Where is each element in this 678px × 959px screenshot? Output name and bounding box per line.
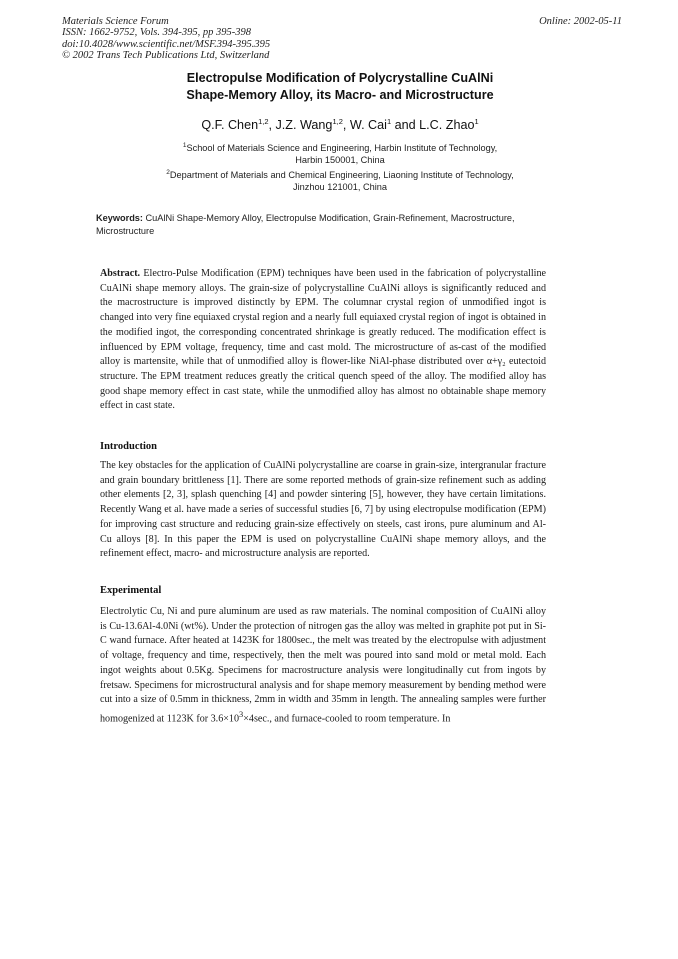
experimental-text-main: Electrolytic Cu, Ni and pure aluminum are used as raw materials. The nominal composition of CuAlNi alloy is Cu-13.6Al-4.0Ni (wt%). Under the protection of nitrogen gas the alloy was melted in graphite pot put in Si-C wand furnace. After heated at 1423K for 1800sec., the melt was treated by the electropulse with adjustment of voltage, frequency and time, respectively, then the melt was poured into sand mold or metal mold. Each ingot weights about 0.5Kg. Specimens for macrostructure analysis were longitudinally cut from ingots by fretsaw. Specimens for microstructural analysis and for shape memory measurement by bending method were cut into a size of 0.5mm in thickness, 2mm in width and 35mm in length. The annealing samples were further homogenized at 1123K for 3.6×10 xyxy=(100,606,546,725)
affiliation-2-number: 2 xyxy=(166,169,170,176)
author-2: , J.Z. Wang xyxy=(268,118,333,133)
author-3: , W. Cai xyxy=(342,118,387,133)
experimental-text-end: ×4sec., and furnace-cooled to room temperature. In xyxy=(243,713,451,725)
doi-line[interactable]: doi:10.4028/www.scientific.net/MSF.394-395.395 xyxy=(62,38,271,50)
author-list xyxy=(80,117,600,132)
affiliation-1-number: 1 xyxy=(182,142,187,149)
abstract-text: Electro-Pulse Modification (EPM) techniques have been used in the fabrication of polycrystalline CuAlNi shape memory alloys. The grain-size of polycrystalline CuAlNi alloys is significantly reduced and the macrostructure is improved distinctly by EPM. The columnar crystal region of unmodified ingot is changed into very fine equiaxed crystal region and a nearly full equiaxed crystal region of ingot is obtained in the modified ingot, the corresponding concentrated shrinkage is greatly reduced. The modification effect is influenced by EPM voltage, frequency, time and cast mold. The microstructure of as-cast of the modified alloy is martensite, while that of unmodified alloy is flower-like NiAl-phase distributed over α+γ₂ eutectoid structure. The EPM treatment reduces greatly the critical quench speed of the alloy. The modified alloy has good shape memory effect in cast state, while the unmodified alloy has almost no obtainable shape memory effect in cast state. xyxy=(100,268,546,412)
introduction-text: The key obstacles for the application of CuAlNi polycrystalline are coarse in grain-size, intergranular fracture and grain boundary brittleness [1]. There are some reported methods of grain-size refinement such as adding other elements [2, 3], splash quenching [4] and powder sintering [5], however, they have certain limitations. Recently Wang et al. have made a series of successful studies [6, 7] by using electropulse modification (EPM) for improving cast structure and reducing grain-size effectively on steels, cast irons, pure aluminum and Al-Cu alloys [8]. In this paper the EPM is used on polycrystalline CuAlNi shape memory alloys, and the refinement effect, macro- and microstructure analysis are reported. xyxy=(100,460,546,560)
experimental-heading: Experimental xyxy=(100,585,162,596)
affiliation-1-line-1: School of Materials Science and Engineering, Harbin Institute of Technology, xyxy=(186,143,498,154)
author-1: Q.F. Chen xyxy=(201,118,259,133)
affiliation-2 xyxy=(80,167,600,193)
author-1-affil: 1,2 xyxy=(258,117,269,126)
keywords xyxy=(96,212,536,237)
issn-line: ISSN: 1662-9752, Vols. 394-395, pp 395-398 xyxy=(62,27,251,39)
introduction-heading: Introduction xyxy=(100,441,157,452)
keywords-text: CuAlNi Shape-Memory Alloy, Electropulse Modification, Grain-Refinement, Macrostructure, Microstructure xyxy=(96,213,515,236)
author-4: and L.C. Zhao xyxy=(391,118,475,133)
keywords-label: Keywords: xyxy=(96,213,143,223)
journal-header xyxy=(62,16,622,62)
author-4-affil: 1 xyxy=(474,117,479,126)
title-line-1: Electropulse Modification of Polycrystalline CuAlNi xyxy=(186,71,494,85)
journal-name: Materials Science Forum xyxy=(62,16,169,27)
online-date: Online: 2002-05-11 xyxy=(539,16,622,27)
affiliation-2-line-1: Department of Materials and Chemical Engineering, Liaoning Institute of Technology, xyxy=(169,170,514,181)
abstract xyxy=(100,267,546,414)
affiliation-1-line-2: Harbin 150001, China xyxy=(295,154,385,165)
author-2-affil: 1,2 xyxy=(332,117,343,126)
abstract-label: Abstract. xyxy=(100,268,141,279)
author-3-affil: 1 xyxy=(386,117,392,126)
copyright-line: © 2002 Trans Tech Publications Ltd, Switzerland xyxy=(62,50,270,62)
experimental-exponent: 3 xyxy=(239,709,244,719)
affiliation-1 xyxy=(80,140,600,166)
paper-title xyxy=(80,70,600,104)
affiliation-2-line-2: Jinzhou 121001, China xyxy=(293,181,387,192)
title-line-2: Shape-Memory Alloy, its Macro- and Microstructure xyxy=(186,88,494,102)
experimental-text xyxy=(100,605,546,727)
